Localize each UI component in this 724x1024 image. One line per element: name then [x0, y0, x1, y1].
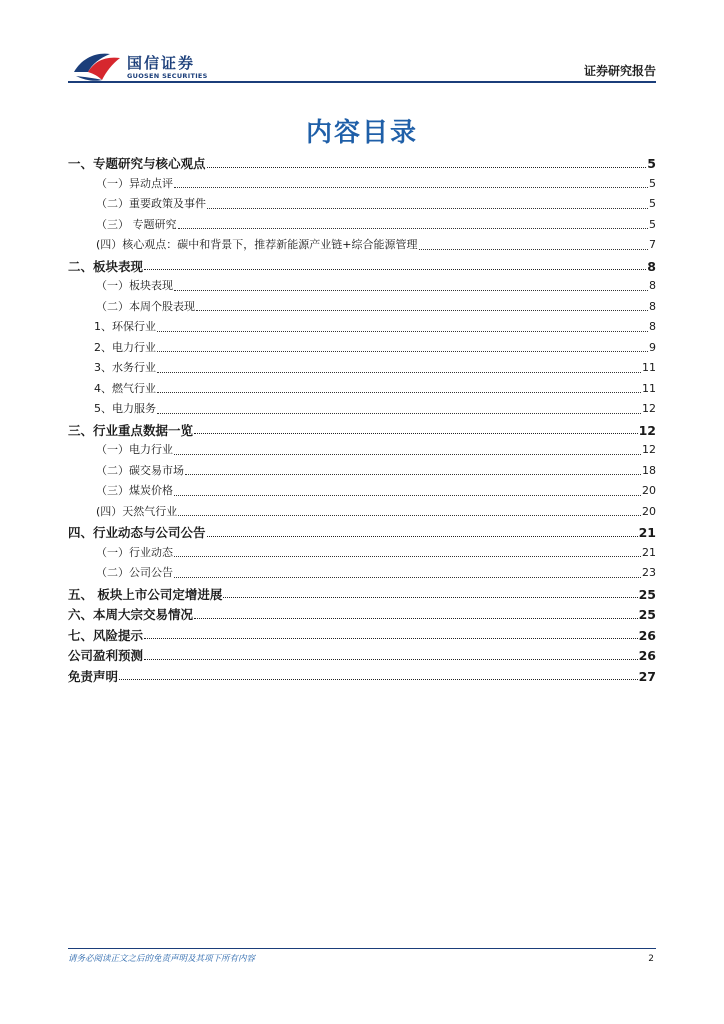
toc-entry-label: （二）公司公告	[96, 566, 173, 579]
toc-leader-dots	[174, 556, 641, 557]
toc-leader-dots	[157, 351, 648, 352]
toc-entry[interactable]	[68, 482, 656, 503]
toc-leader-dots	[157, 331, 648, 332]
toc-leader-dots	[194, 433, 638, 434]
toc-entry[interactable]	[68, 175, 656, 196]
toc-entry[interactable]	[68, 298, 656, 319]
toc-entry[interactable]	[68, 400, 656, 421]
toc-entry-page: 8	[649, 320, 656, 333]
toc-leader-dots	[144, 269, 646, 270]
toc-leader-dots	[174, 290, 648, 291]
toc-entry-label: 七、风险提示	[68, 627, 144, 643]
toc-entry[interactable]	[68, 318, 656, 339]
report-type-label: 证券研究报告	[583, 64, 656, 78]
toc-leader-dots	[194, 618, 638, 619]
toc-entry-label: 四、行业动态与公司公告	[68, 525, 206, 540]
page-header	[0, 0, 724, 90]
toc-entry-label: 一、专题研究与核心观点	[68, 156, 206, 171]
toc-entry-label: （一）板块表现	[96, 279, 173, 292]
toc-entry[interactable]	[68, 523, 656, 544]
toc-entry-label: 六、本周大宗交易情况	[68, 607, 194, 622]
toc-entry-page: 21	[638, 525, 656, 540]
toc-entry[interactable]	[68, 359, 656, 380]
toc-entry-page: 21	[642, 545, 656, 559]
brand-name-en: GUOSEN SECURITIES	[127, 72, 208, 80]
toc-entry-label: （三）煤炭价格	[96, 484, 173, 497]
toc-entry-page: 12	[642, 402, 656, 415]
toc-entry-page: 8	[649, 299, 656, 313]
page-number: 2	[648, 954, 654, 964]
table-of-contents	[68, 154, 656, 687]
toc-entry-page: 26	[638, 648, 656, 663]
toc-leader-dots	[196, 310, 648, 311]
toc-leader-dots	[144, 638, 638, 639]
toc-entry[interactable]	[68, 236, 656, 257]
toc-entry[interactable]	[68, 216, 656, 237]
toc-leader-dots	[144, 659, 638, 660]
toc-entry-label: (四）天然气行业	[96, 504, 178, 518]
toc-entry[interactable]	[68, 626, 656, 647]
toc-entry[interactable]	[68, 421, 656, 442]
toc-leader-dots	[174, 454, 641, 455]
toc-leader-dots	[174, 495, 641, 496]
toc-entry-page: 7	[649, 238, 656, 251]
toc-entry[interactable]	[68, 646, 656, 667]
toc-entry[interactable]	[68, 544, 656, 565]
toc-entry-label: 5、电力服务	[94, 402, 156, 415]
toc-entry-label: 1、环保行业	[94, 320, 156, 333]
toc-entry-page: 18	[642, 463, 656, 477]
disclaimer-note: 请务必阅读正文之后的免责声明及其项下所有内容	[68, 954, 256, 964]
toc-entry-label: 2、电力行业	[94, 340, 156, 354]
toc-entry-page: 26	[638, 627, 656, 643]
toc-leader-dots	[157, 392, 641, 393]
toc-leader-dots	[223, 597, 637, 598]
toc-entry-label: （一）异动点评	[96, 176, 173, 190]
toc-leader-dots	[207, 167, 647, 168]
toc-leader-dots	[419, 249, 648, 250]
toc-entry-page: 9	[649, 340, 656, 354]
toc-entry[interactable]	[68, 277, 656, 298]
toc-entry-page: 23	[642, 566, 656, 579]
toc-entry-label: （一）行业动态	[96, 545, 173, 559]
toc-entry-label: 二、板块表现	[68, 258, 144, 274]
toc-entry-label: 三、行业重点数据一览	[68, 422, 194, 438]
toc-entry[interactable]	[68, 154, 656, 175]
header-divider	[68, 81, 656, 83]
toc-entry-page: 12	[638, 422, 656, 438]
toc-entry-page: 5	[649, 176, 656, 190]
toc-entry-label: 3、水务行业	[94, 361, 156, 374]
toc-entry[interactable]	[68, 503, 656, 524]
toc-title: 内容目录	[305, 118, 418, 148]
toc-entry-label: 五、 板块上市公司定增进展	[68, 586, 223, 602]
toc-entry-page: 20	[642, 484, 656, 497]
toc-entry-page: 8	[649, 279, 656, 292]
toc-entry-label: （一）电力行业	[96, 443, 173, 456]
guosen-logo-icon	[72, 50, 122, 84]
toc-entry-page: 5	[649, 197, 656, 210]
toc-leader-dots	[174, 187, 648, 188]
toc-entry[interactable]	[68, 441, 656, 462]
toc-entry-page: 27	[638, 668, 656, 684]
toc-entry-page: 25	[638, 586, 656, 602]
toc-entry-page: 5	[649, 217, 656, 231]
toc-leader-dots	[119, 679, 638, 680]
toc-entry-label: （三） 专题研究	[96, 217, 177, 231]
toc-entry-page: 11	[642, 381, 656, 395]
toc-entry[interactable]	[68, 667, 656, 688]
toc-leader-dots	[178, 515, 641, 516]
toc-entry[interactable]	[68, 605, 656, 626]
toc-entry-page: 8	[647, 258, 656, 274]
toc-leader-dots	[207, 208, 648, 209]
toc-leader-dots	[157, 372, 641, 373]
toc-leader-dots	[178, 228, 649, 229]
brand-name-cn: 国信证券	[127, 54, 196, 72]
toc-entry-page: 12	[642, 443, 656, 456]
footer-divider	[68, 948, 656, 949]
toc-entry[interactable]	[68, 462, 656, 483]
toc-entry-label: （二）本周个股表现	[96, 299, 195, 313]
toc-entry-page: 11	[642, 361, 656, 374]
toc-entry-page: 5	[647, 156, 656, 171]
toc-entry-label: 免责声明	[68, 668, 119, 684]
toc-entry[interactable]	[68, 339, 656, 360]
toc-leader-dots	[157, 413, 641, 414]
toc-entry-label: 公司盈利预测	[68, 648, 144, 663]
toc-entry[interactable]	[68, 195, 656, 216]
toc-entry-label: （二）重要政策及事件	[96, 197, 206, 210]
toc-entry-label: 4、燃气行业	[94, 381, 156, 395]
toc-entry[interactable]	[68, 585, 656, 606]
toc-entry-label: (四）核心观点：碳中和背景下，推荐新能源产业链+综合能源管理	[96, 238, 418, 251]
toc-leader-dots	[174, 577, 641, 578]
toc-entry-page: 25	[638, 607, 656, 622]
toc-leader-dots	[185, 474, 641, 475]
toc-entry[interactable]	[68, 564, 656, 585]
toc-entry[interactable]	[68, 380, 656, 401]
toc-entry-label: （二）碳交易市场	[96, 463, 184, 477]
toc-entry[interactable]	[68, 257, 656, 278]
toc-leader-dots	[207, 536, 638, 537]
toc-entry-page: 20	[642, 504, 656, 518]
